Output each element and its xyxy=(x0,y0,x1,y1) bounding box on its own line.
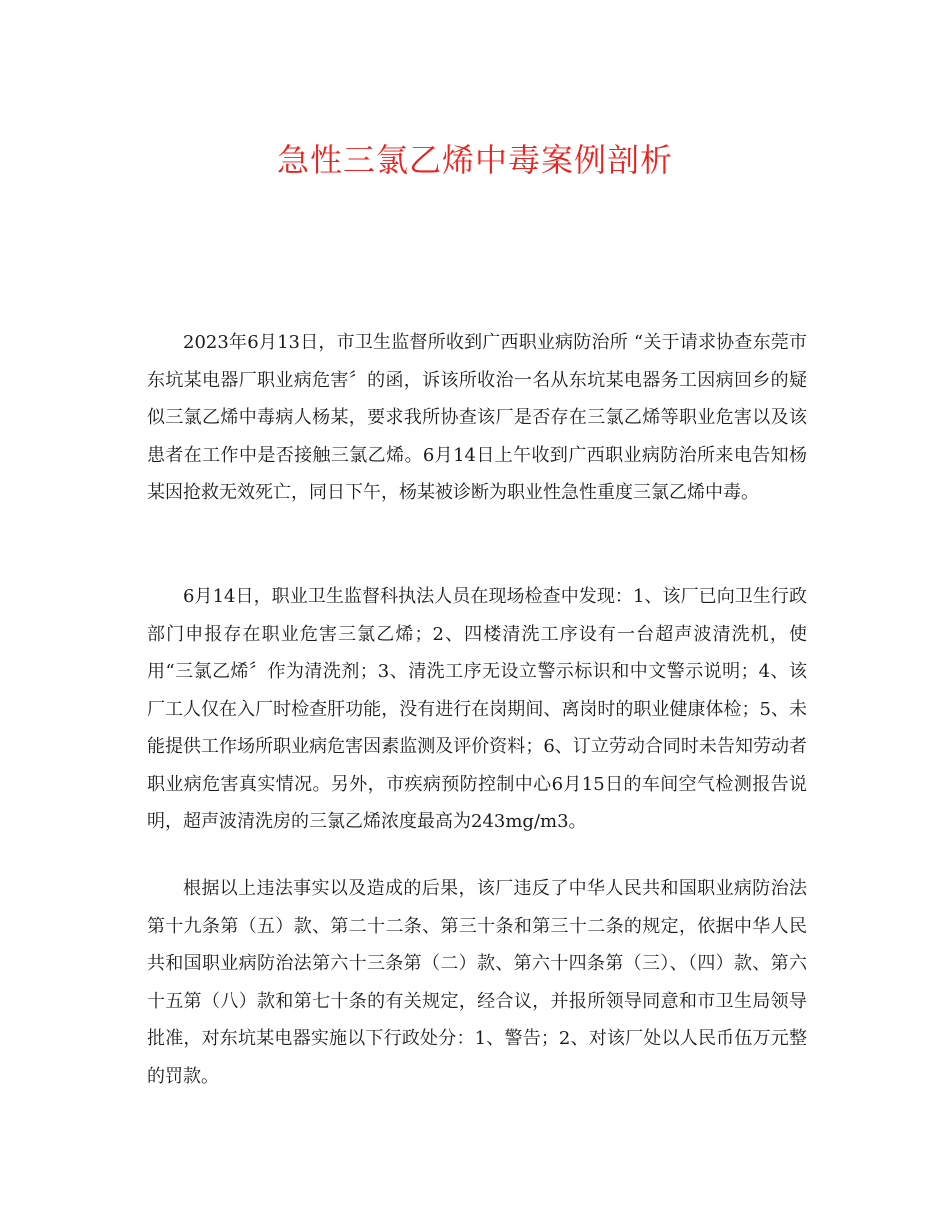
paragraph-case-report: 2023年6月13日，市卫生监督所收到广西职业病防治所 “关于请求协查东莞市东坑某电器厂职业病危害〞的函，诉该所收治一名从东坑某电器务工因病回乡的疑似三氯乙烯中毒病人杨某，要求我所协查该厂是否存在三氯乙烯等职业危害以及该患者在工作中是否接触三氯乙烯。6月14日上午收到广西职业病防治所来电告知杨某因抢救无效死亡，同日下午，杨某被诊断为职业性急性重度三氯乙烯中毒。 xyxy=(147,332,807,503)
paragraph-penalty-decision: 根据以上违法事实以及造成的后果，该厂违反了中华人民共和国职业病防治法第十九条第（五）款、第二十二条、第三十条和第三十二条的规定，依据中华人民共和国职业病防治法第六十三条第（二）款、第六十四条第（三）、（四）款、第六十五第（八）款和第七十条的有关规定，经合议，并报所领导同意和市卫生局领导批准，对东坑某电器实施以下行政处分：1、警告；2、对该厂处以人民币伍万元整的罚款。 xyxy=(147,878,807,1087)
document-title: 急性三氯乙烯中毒案例剖析 xyxy=(276,141,673,179)
paragraph-inspection-findings: 6月14日，职业卫生监督科执法人员在现场检查中发现：1、该厂已向卫生行政部门申报存在职业危害三氯乙烯；2、四楼清洗工序设有一台超声波清洗机，使用“三氯乙烯〞作为清洗剂；3、清洗工序无设立警示标识和中文警示说明；4、该厂工人仅在入厂时检查肝功能，没有进行在岗期间、离岗时的职业健康体检；5、未能提供工作场所职业病危害因素监测及评价资料；6、订立劳动合同时未告知劳动者职业病危害真实情况。另外，市疾病预防控制中心6月15日的车间空气检测报告说明，超声波清洗房的三氯乙烯浓度最高为243mg/m3。 xyxy=(147,586,807,832)
